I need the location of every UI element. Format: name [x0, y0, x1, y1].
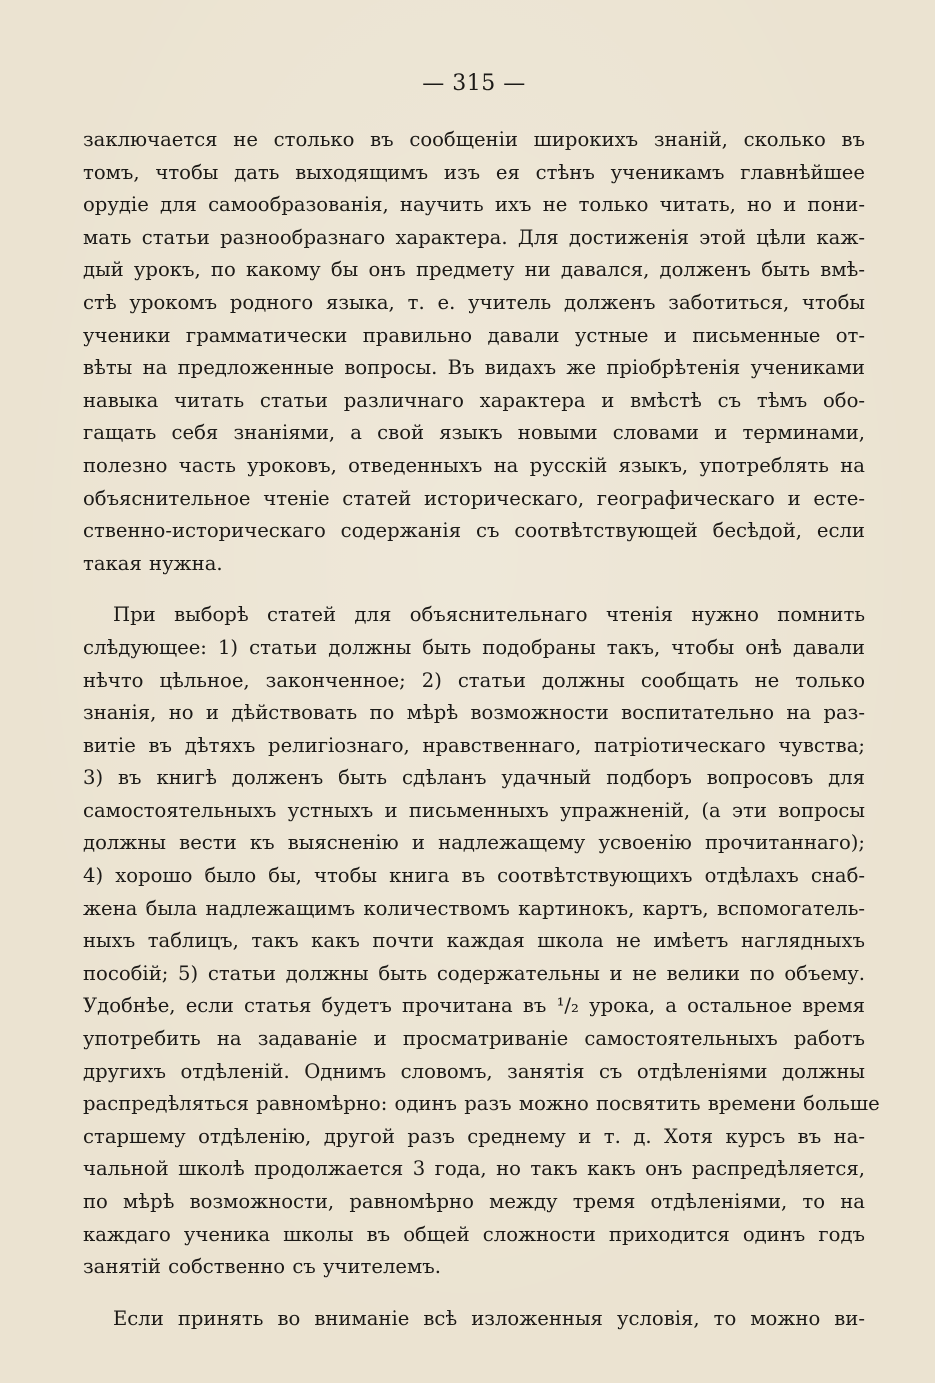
text-line: слѣдующее: 1) статьи должны быть подобраны такъ, чтобы онѣ давали [83, 635, 865, 659]
text-line: нѣчто цѣльное, законченное; 2) статьи должны сообщать не только [83, 668, 865, 692]
text-line: ученики грамматически правильно давали устные и письменные от- [83, 323, 865, 347]
text-line: ныхъ таблицъ, такъ какъ почти каждая школа не имѣетъ наглядныхъ [83, 929, 865, 953]
paragraph [83, 1303, 865, 1336]
text-line: распредѣляться равномѣрно: одинъ разъ можно посвятить времени больше [83, 1092, 880, 1116]
text-line: витiе въ дѣтяхъ религiознаго, нравственнаго, патрiотическаго чувства; [83, 733, 865, 757]
text-line: Удобнѣе, если статья будетъ прочитана въ ¹/₂ урока, а остальное время [83, 994, 865, 1018]
paragraph [83, 599, 880, 1283]
text-line: такая нужна. [83, 551, 223, 575]
text-line: объяснительное чтенiе статей историческаго, географическаго и есте- [83, 486, 865, 510]
text-line: заключается не столько въ сообщенiи широкихъ знанiй, сколько въ [83, 128, 865, 151]
paragraph-gap [83, 580, 865, 599]
text-line: 4) хорошо было бы, чтобы книга въ соотвѣтствующихъ отдѣлахъ снаб- [83, 864, 865, 888]
text-line: должны вести къ выясненiю и надлежащему усвоенiю прочитаннаго); [83, 831, 865, 855]
body-text [83, 124, 880, 1335]
text-line: самостоятельныхъ устныхъ и письменныхъ упражненiй, (а эти вопросы [83, 798, 865, 822]
text-line: пособiй; 5) статьи должны быть содержательны и не велики по объему. [83, 961, 865, 985]
text-line: гащать себя знанiями, а свой языкъ новыми словами и терминами, [83, 421, 865, 445]
text-line: мать статьи разнообразнаго характера. Для достиженiя этой цѣли каж- [83, 225, 865, 249]
text-line: другихъ отдѣленiй. Однимъ словомъ, занятiя съ отдѣленiями должны [83, 1059, 865, 1083]
page-number: — 315 — [422, 71, 526, 96]
text-line: орудiе для самообразованiя, научить ихъ не только читать, но и пони- [83, 193, 865, 217]
text-line: каждаго ученика школы въ общей сложности приходится одинъ годъ [83, 1222, 865, 1246]
text-line: по мѣрѣ возможности, равномѣрно между тремя отдѣленiями, то на [83, 1190, 865, 1213]
text-line: вѣты на предложенные вопросы. Въ видахъ же прiобрѣтенiя учениками [83, 356, 865, 380]
text-line: Если принять во вниманiе всѣ изложенныя условiя, то можно ви- [113, 1306, 865, 1330]
paragraph-gap [83, 1284, 865, 1303]
text-line: ственно-историческаго содержанiя съ соотвѣтствующей бесѣдой, если [83, 519, 865, 543]
text-line: занятiй собственно съ учителемъ. [83, 1255, 441, 1279]
text-line: При выборѣ статей для объяснительнаго чтенiя нужно помнить [113, 603, 865, 627]
text-line: дый урокъ, по какому бы онъ предмету ни давался, долженъ быть вмѣ- [83, 258, 865, 282]
text-line: стѣ урокомъ родного языка, т. е. учитель долженъ заботиться, чтобы [83, 290, 865, 314]
text-line: жена была надлежащимъ количествомъ картинокъ, картъ, вспомогатель- [83, 896, 865, 920]
text-line: употребить на задаванiе и просматриванiе самостоятельныхъ работъ [83, 1027, 865, 1051]
text-line: полезно часть уроковъ, отведенныхъ на русскiй языкъ, употреблять на [83, 453, 865, 477]
text-line: навыка читать статьи различнаго характера и вмѣстѣ съ тѣмъ обо- [83, 388, 865, 412]
text-line: чальной школѣ продолжается 3 года, но такъ какъ онъ распредѣляется, [83, 1157, 865, 1181]
text-line: 3) въ книгѣ долженъ быть сдѣланъ удачный подборъ вопросовъ для [83, 766, 865, 790]
text-line: старшему отдѣленiю, другой разъ среднему и т. д. Хотя курсъ въ на- [83, 1124, 865, 1148]
text-line: томъ, чтобы дать выходящимъ изъ ея стѣнъ ученикамъ главнѣйшее [83, 160, 865, 184]
text-line: знанiя, но и дѣйствовать по мѣрѣ возможности воспитательно на раз- [83, 701, 865, 725]
paragraph [83, 124, 865, 580]
